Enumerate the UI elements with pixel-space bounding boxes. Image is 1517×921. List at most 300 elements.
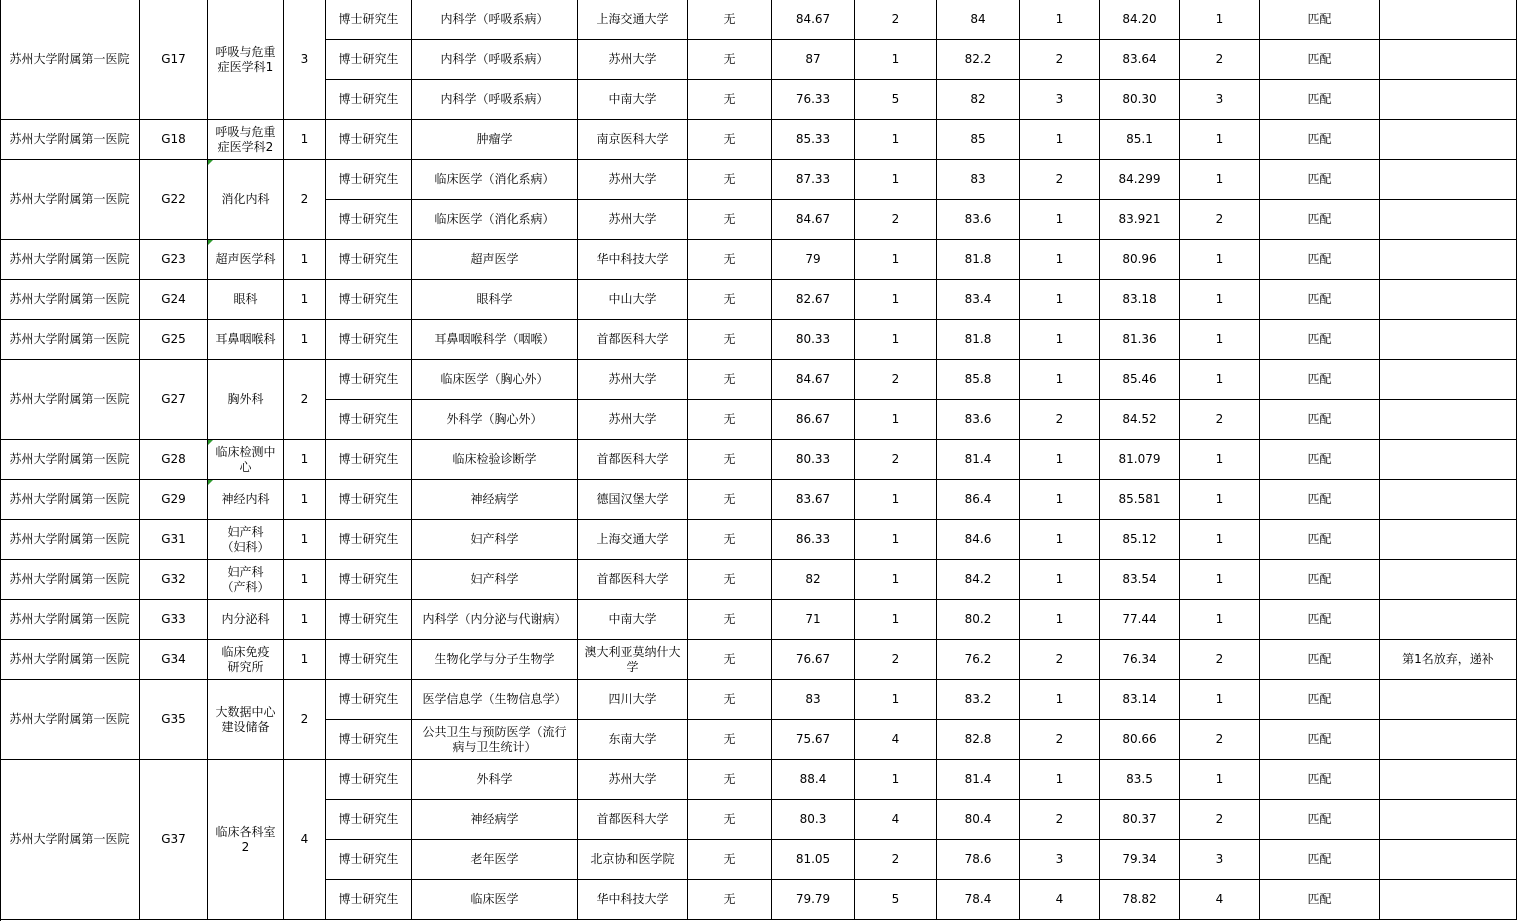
written-score-cell: 76.67: [772, 640, 855, 680]
total-score-cell: 78.82: [1100, 880, 1180, 920]
total-score-cell: 80.37: [1100, 800, 1180, 840]
cell-comment-marker: [208, 240, 213, 245]
match-result-cell: 匹配: [1260, 800, 1380, 840]
written-rank-cell: 1: [855, 400, 937, 440]
hospital-name-cell: 苏州大学附属第一医院: [0, 280, 140, 320]
school-cell: 上海交通大学: [578, 0, 688, 40]
department-cell: 眼科: [208, 280, 284, 320]
interview-rank-cell: 1: [1020, 560, 1100, 600]
match-result-cell: 匹配: [1260, 560, 1380, 600]
position-code-cell: G33: [140, 600, 208, 640]
work-experience-cell: 无: [688, 640, 772, 680]
major-cell: 生物化学与分子生物学: [412, 640, 578, 680]
written-rank-cell: 2: [855, 200, 937, 240]
written-score-cell: 86.67: [772, 400, 855, 440]
position-code-cell: G31: [140, 520, 208, 560]
school-cell: 南京医科大学: [578, 120, 688, 160]
school-cell: 首都医科大学: [578, 320, 688, 360]
cell-comment-marker: [208, 160, 213, 165]
total-score-cell: 83.14: [1100, 680, 1180, 720]
major-cell: 内科学（内分泌与代谢病）: [412, 600, 578, 640]
total-score-cell: 83.18: [1100, 280, 1180, 320]
school-cell: 中南大学: [578, 600, 688, 640]
degree-cell: 博士研究生: [326, 800, 412, 840]
school-cell: 澳大利亚莫纳什大 学: [578, 640, 688, 680]
major-cell: 内科学（呼吸系病）: [412, 40, 578, 80]
interview-rank-cell: 1: [1020, 0, 1100, 40]
major-cell: 临床医学: [412, 880, 578, 920]
remark-cell: [1380, 880, 1517, 920]
total-score-cell: 83.54: [1100, 560, 1180, 600]
match-result-cell: 匹配: [1260, 640, 1380, 680]
department-cell: 临床各科室 2: [208, 760, 284, 920]
interview-score-cell: 81.8: [937, 240, 1020, 280]
work-experience-cell: 无: [688, 200, 772, 240]
total-score-cell: 76.34: [1100, 640, 1180, 680]
department-cell: 超声医学科: [208, 240, 284, 280]
position-code-cell: G18: [140, 120, 208, 160]
interview-rank-cell: 3: [1020, 840, 1100, 880]
written-rank-cell: 5: [855, 880, 937, 920]
interview-score-cell: 76.2: [937, 640, 1020, 680]
major-cell: 妇产科学: [412, 560, 578, 600]
department-cell: 妇产科 （产科）: [208, 560, 284, 600]
major-cell: 外科学（胸心外）: [412, 400, 578, 440]
school-cell: 苏州大学: [578, 400, 688, 440]
hiring-count-cell: 1: [284, 520, 326, 560]
total-rank-cell: 3: [1180, 840, 1260, 880]
written-score-cell: 87.33: [772, 160, 855, 200]
written-rank-cell: 5: [855, 80, 937, 120]
school-cell: 苏州大学: [578, 760, 688, 800]
total-rank-cell: 1: [1180, 600, 1260, 640]
interview-rank-cell: 1: [1020, 600, 1100, 640]
degree-cell: 博士研究生: [326, 840, 412, 880]
written-rank-cell: 4: [855, 800, 937, 840]
hiring-count-cell: 2: [284, 360, 326, 440]
work-experience-cell: 无: [688, 880, 772, 920]
degree-cell: 博士研究生: [326, 80, 412, 120]
degree-cell: 博士研究生: [326, 760, 412, 800]
interview-rank-cell: 1: [1020, 240, 1100, 280]
major-cell: 神经病学: [412, 480, 578, 520]
work-experience-cell: 无: [688, 840, 772, 880]
work-experience-cell: 无: [688, 680, 772, 720]
work-experience-cell: 无: [688, 400, 772, 440]
interview-rank-cell: 1: [1020, 280, 1100, 320]
interview-rank-cell: 3: [1020, 80, 1100, 120]
work-experience-cell: 无: [688, 520, 772, 560]
major-cell: 妇产科学: [412, 520, 578, 560]
school-cell: 中山大学: [578, 280, 688, 320]
written-rank-cell: 2: [855, 840, 937, 880]
interview-rank-cell: 2: [1020, 160, 1100, 200]
written-score-cell: 84.67: [772, 200, 855, 240]
position-code-cell: G32: [140, 560, 208, 600]
match-result-cell: 匹配: [1260, 520, 1380, 560]
match-result-cell: 匹配: [1260, 720, 1380, 760]
major-cell: 临床医学（消化系病）: [412, 200, 578, 240]
department-cell: 临床检测中 心: [208, 440, 284, 480]
interview-score-cell: 83.4: [937, 280, 1020, 320]
degree-cell: 博士研究生: [326, 880, 412, 920]
written-score-cell: 84.67: [772, 360, 855, 400]
match-result-cell: 匹配: [1260, 160, 1380, 200]
total-rank-cell: 1: [1180, 680, 1260, 720]
school-cell: 四川大学: [578, 680, 688, 720]
interview-rank-cell: 2: [1020, 400, 1100, 440]
written-rank-cell: 1: [855, 120, 937, 160]
department-cell: 神经内科: [208, 480, 284, 520]
degree-cell: 博士研究生: [326, 640, 412, 680]
total-rank-cell: 1: [1180, 520, 1260, 560]
interview-score-cell: 84: [937, 0, 1020, 40]
total-rank-cell: 2: [1180, 200, 1260, 240]
total-score-cell: 85.46: [1100, 360, 1180, 400]
hiring-count-cell: 1: [284, 320, 326, 360]
written-rank-cell: 2: [855, 0, 937, 40]
match-result-cell: 匹配: [1260, 480, 1380, 520]
remark-cell: [1380, 0, 1517, 40]
hiring-count-cell: 3: [284, 0, 326, 120]
position-code-cell: G35: [140, 680, 208, 760]
degree-cell: 博士研究生: [326, 200, 412, 240]
school-cell: 苏州大学: [578, 160, 688, 200]
match-result-cell: 匹配: [1260, 360, 1380, 400]
major-cell: 眼科学: [412, 280, 578, 320]
interview-rank-cell: 1: [1020, 440, 1100, 480]
interview-score-cell: 84.2: [937, 560, 1020, 600]
work-experience-cell: 无: [688, 720, 772, 760]
major-cell: 老年医学: [412, 840, 578, 880]
written-score-cell: 86.33: [772, 520, 855, 560]
interview-score-cell: 84.6: [937, 520, 1020, 560]
hospital-name-cell: 苏州大学附属第一医院: [0, 440, 140, 480]
match-result-cell: 匹配: [1260, 200, 1380, 240]
written-score-cell: 88.4: [772, 760, 855, 800]
major-cell: 医学信息学（生物信息学）: [412, 680, 578, 720]
school-cell: 苏州大学: [578, 360, 688, 400]
match-result-cell: 匹配: [1260, 440, 1380, 480]
interview-rank-cell: 1: [1020, 200, 1100, 240]
interview-rank-cell: 4: [1020, 880, 1100, 920]
interview-rank-cell: 1: [1020, 320, 1100, 360]
work-experience-cell: 无: [688, 800, 772, 840]
remark-cell: [1380, 200, 1517, 240]
major-cell: 公共卫生与预防医学（流行 病与卫生统计）: [412, 720, 578, 760]
degree-cell: 博士研究生: [326, 480, 412, 520]
hiring-count-cell: 1: [284, 640, 326, 680]
written-score-cell: 82: [772, 560, 855, 600]
work-experience-cell: 无: [688, 440, 772, 480]
match-result-cell: 匹配: [1260, 880, 1380, 920]
major-cell: 外科学: [412, 760, 578, 800]
written-score-cell: 80.3: [772, 800, 855, 840]
school-cell: 首都医科大学: [578, 800, 688, 840]
work-experience-cell: 无: [688, 560, 772, 600]
hiring-count-cell: 1: [284, 280, 326, 320]
position-code-cell: G17: [140, 0, 208, 120]
remark-cell: [1380, 800, 1517, 840]
interview-rank-cell: 2: [1020, 800, 1100, 840]
interview-rank-cell: 1: [1020, 680, 1100, 720]
department-cell: 内分泌科: [208, 600, 284, 640]
interview-score-cell: 81.4: [937, 440, 1020, 480]
match-result-cell: 匹配: [1260, 280, 1380, 320]
work-experience-cell: 无: [688, 760, 772, 800]
work-experience-cell: 无: [688, 160, 772, 200]
interview-rank-cell: 2: [1020, 640, 1100, 680]
written-score-cell: 83.67: [772, 480, 855, 520]
written-score-cell: 80.33: [772, 440, 855, 480]
written-score-cell: 80.33: [772, 320, 855, 360]
hospital-name-cell: 苏州大学附属第一医院: [0, 0, 140, 120]
school-cell: 首都医科大学: [578, 440, 688, 480]
interview-score-cell: 85.8: [937, 360, 1020, 400]
total-rank-cell: 1: [1180, 480, 1260, 520]
interview-rank-cell: 2: [1020, 40, 1100, 80]
school-cell: 苏州大学: [578, 200, 688, 240]
department-cell: 呼吸与危重 症医学科1: [208, 0, 284, 120]
hospital-name-cell: 苏州大学附属第一医院: [0, 360, 140, 440]
hospital-name-cell: 苏州大学附属第一医院: [0, 120, 140, 160]
position-code-cell: G22: [140, 160, 208, 240]
written-score-cell: 84.67: [772, 0, 855, 40]
written-rank-cell: 1: [855, 520, 937, 560]
written-rank-cell: 2: [855, 640, 937, 680]
major-cell: 耳鼻咽喉科学（咽喉）: [412, 320, 578, 360]
degree-cell: 博士研究生: [326, 360, 412, 400]
remark-cell: [1380, 320, 1517, 360]
total-score-cell: 77.44: [1100, 600, 1180, 640]
remark-cell: [1380, 760, 1517, 800]
interview-score-cell: 80.4: [937, 800, 1020, 840]
total-score-cell: 80.96: [1100, 240, 1180, 280]
hospital-name-cell: 苏州大学附属第一医院: [0, 520, 140, 560]
interview-score-cell: 81.4: [937, 760, 1020, 800]
total-rank-cell: 1: [1180, 0, 1260, 40]
interview-score-cell: 82: [937, 80, 1020, 120]
match-result-cell: 匹配: [1260, 40, 1380, 80]
major-cell: 肿瘤学: [412, 120, 578, 160]
written-score-cell: 81.05: [772, 840, 855, 880]
remark-cell: [1380, 400, 1517, 440]
interview-score-cell: 82.2: [937, 40, 1020, 80]
school-cell: 苏州大学: [578, 40, 688, 80]
work-experience-cell: 无: [688, 0, 772, 40]
written-score-cell: 79: [772, 240, 855, 280]
interview-score-cell: 82.8: [937, 720, 1020, 760]
interview-score-cell: 83: [937, 160, 1020, 200]
match-result-cell: 匹配: [1260, 240, 1380, 280]
position-code-cell: G29: [140, 480, 208, 520]
school-cell: 华中科技大学: [578, 880, 688, 920]
written-score-cell: 76.33: [772, 80, 855, 120]
degree-cell: 博士研究生: [326, 520, 412, 560]
total-rank-cell: 2: [1180, 720, 1260, 760]
match-result-cell: 匹配: [1260, 600, 1380, 640]
department-cell: 胸外科: [208, 360, 284, 440]
cell-comment-marker: [208, 480, 213, 485]
total-rank-cell: 1: [1180, 160, 1260, 200]
degree-cell: 博士研究生: [326, 560, 412, 600]
written-rank-cell: 1: [855, 560, 937, 600]
total-score-cell: 84.52: [1100, 400, 1180, 440]
work-experience-cell: 无: [688, 40, 772, 80]
written-rank-cell: 1: [855, 280, 937, 320]
degree-cell: 博士研究生: [326, 720, 412, 760]
total-rank-cell: 1: [1180, 280, 1260, 320]
match-result-cell: 匹配: [1260, 320, 1380, 360]
major-cell: 临床检验诊断学: [412, 440, 578, 480]
degree-cell: 博士研究生: [326, 280, 412, 320]
degree-cell: 博士研究生: [326, 320, 412, 360]
major-cell: 临床医学（胸心外）: [412, 360, 578, 400]
department-cell: 妇产科 （妇科）: [208, 520, 284, 560]
hiring-count-cell: 1: [284, 120, 326, 160]
remark-cell: [1380, 440, 1517, 480]
total-rank-cell: 1: [1180, 360, 1260, 400]
total-score-cell: 84.20: [1100, 0, 1180, 40]
hiring-count-cell: 2: [284, 160, 326, 240]
position-code-cell: G24: [140, 280, 208, 320]
hiring-count-cell: 1: [284, 560, 326, 600]
total-score-cell: 81.079: [1100, 440, 1180, 480]
interview-rank-cell: 1: [1020, 480, 1100, 520]
written-rank-cell: 4: [855, 720, 937, 760]
remark-cell: [1380, 680, 1517, 720]
hiring-count-cell: 4: [284, 760, 326, 920]
interview-score-cell: 78.4: [937, 880, 1020, 920]
remark-cell: [1380, 560, 1517, 600]
total-rank-cell: 2: [1180, 400, 1260, 440]
match-result-cell: 匹配: [1260, 400, 1380, 440]
hospital-name-cell: 苏州大学附属第一医院: [0, 560, 140, 600]
written-rank-cell: 2: [855, 440, 937, 480]
interview-rank-cell: 1: [1020, 360, 1100, 400]
remark-cell: [1380, 240, 1517, 280]
hiring-count-cell: 1: [284, 480, 326, 520]
total-rank-cell: 1: [1180, 440, 1260, 480]
work-experience-cell: 无: [688, 320, 772, 360]
degree-cell: 博士研究生: [326, 160, 412, 200]
total-score-cell: 85.12: [1100, 520, 1180, 560]
total-score-cell: 80.66: [1100, 720, 1180, 760]
work-experience-cell: 无: [688, 280, 772, 320]
remark-cell: [1380, 480, 1517, 520]
degree-cell: 博士研究生: [326, 240, 412, 280]
major-cell: 临床医学（消化系病）: [412, 160, 578, 200]
written-score-cell: 83: [772, 680, 855, 720]
position-code-cell: G25: [140, 320, 208, 360]
hospital-name-cell: 苏州大学附属第一医院: [0, 480, 140, 520]
interview-score-cell: 83.6: [937, 200, 1020, 240]
match-result-cell: 匹配: [1260, 80, 1380, 120]
hospital-name-cell: 苏州大学附属第一医院: [0, 600, 140, 640]
written-rank-cell: 1: [855, 600, 937, 640]
total-score-cell: 83.5: [1100, 760, 1180, 800]
major-cell: 神经病学: [412, 800, 578, 840]
written-score-cell: 71: [772, 600, 855, 640]
remark-cell: [1380, 840, 1517, 880]
total-score-cell: 81.36: [1100, 320, 1180, 360]
total-rank-cell: 2: [1180, 640, 1260, 680]
total-rank-cell: 1: [1180, 120, 1260, 160]
written-score-cell: 75.67: [772, 720, 855, 760]
written-rank-cell: 1: [855, 160, 937, 200]
total-score-cell: 85.1: [1100, 120, 1180, 160]
remark-cell: [1380, 80, 1517, 120]
total-rank-cell: 2: [1180, 800, 1260, 840]
written-rank-cell: 2: [855, 360, 937, 400]
written-rank-cell: 1: [855, 240, 937, 280]
total-score-cell: 80.30: [1100, 80, 1180, 120]
school-cell: 首都医科大学: [578, 560, 688, 600]
work-experience-cell: 无: [688, 120, 772, 160]
school-cell: 中南大学: [578, 80, 688, 120]
work-experience-cell: 无: [688, 240, 772, 280]
work-experience-cell: 无: [688, 480, 772, 520]
position-code-cell: G34: [140, 640, 208, 680]
department-cell: 大数据中心 建设储备: [208, 680, 284, 760]
school-cell: 德国汉堡大学: [578, 480, 688, 520]
school-cell: 东南大学: [578, 720, 688, 760]
interview-score-cell: 80.2: [937, 600, 1020, 640]
hospital-name-cell: 苏州大学附属第一医院: [0, 760, 140, 920]
written-score-cell: 87: [772, 40, 855, 80]
interview-rank-cell: 1: [1020, 120, 1100, 160]
degree-cell: 博士研究生: [326, 120, 412, 160]
written-rank-cell: 1: [855, 320, 937, 360]
remark-cell: [1380, 160, 1517, 200]
interview-score-cell: 81.8: [937, 320, 1020, 360]
interview-score-cell: 78.6: [937, 840, 1020, 880]
total-score-cell: 85.581: [1100, 480, 1180, 520]
total-score-cell: 83.64: [1100, 40, 1180, 80]
degree-cell: 博士研究生: [326, 40, 412, 80]
total-score-cell: 84.299: [1100, 160, 1180, 200]
interview-score-cell: 83.6: [937, 400, 1020, 440]
interview-score-cell: 86.4: [937, 480, 1020, 520]
remark-cell: 第1名放弃，递补: [1380, 640, 1517, 680]
hospital-name-cell: 苏州大学附属第一医院: [0, 160, 140, 240]
degree-cell: 博士研究生: [326, 400, 412, 440]
match-result-cell: 匹配: [1260, 680, 1380, 720]
written-score-cell: 79.79: [772, 880, 855, 920]
match-result-cell: 匹配: [1260, 840, 1380, 880]
hospital-name-cell: 苏州大学附属第一医院: [0, 240, 140, 280]
interview-score-cell: 83.2: [937, 680, 1020, 720]
department-cell: 耳鼻咽喉科: [208, 320, 284, 360]
remark-cell: [1380, 360, 1517, 400]
interview-rank-cell: 2: [1020, 720, 1100, 760]
table-left-border: [0, 0, 1, 921]
work-experience-cell: 无: [688, 600, 772, 640]
department-cell: 临床免疫 研究所: [208, 640, 284, 680]
total-rank-cell: 2: [1180, 40, 1260, 80]
major-cell: 内科学（呼吸系病）: [412, 0, 578, 40]
interview-rank-cell: 1: [1020, 520, 1100, 560]
degree-cell: 博士研究生: [326, 0, 412, 40]
position-code-cell: G37: [140, 760, 208, 920]
remark-cell: [1380, 520, 1517, 560]
total-rank-cell: 1: [1180, 240, 1260, 280]
cell-comment-marker: [208, 440, 213, 445]
school-cell: 华中科技大学: [578, 240, 688, 280]
major-cell: 内科学（呼吸系病）: [412, 80, 578, 120]
work-experience-cell: 无: [688, 80, 772, 120]
remark-cell: [1380, 40, 1517, 80]
